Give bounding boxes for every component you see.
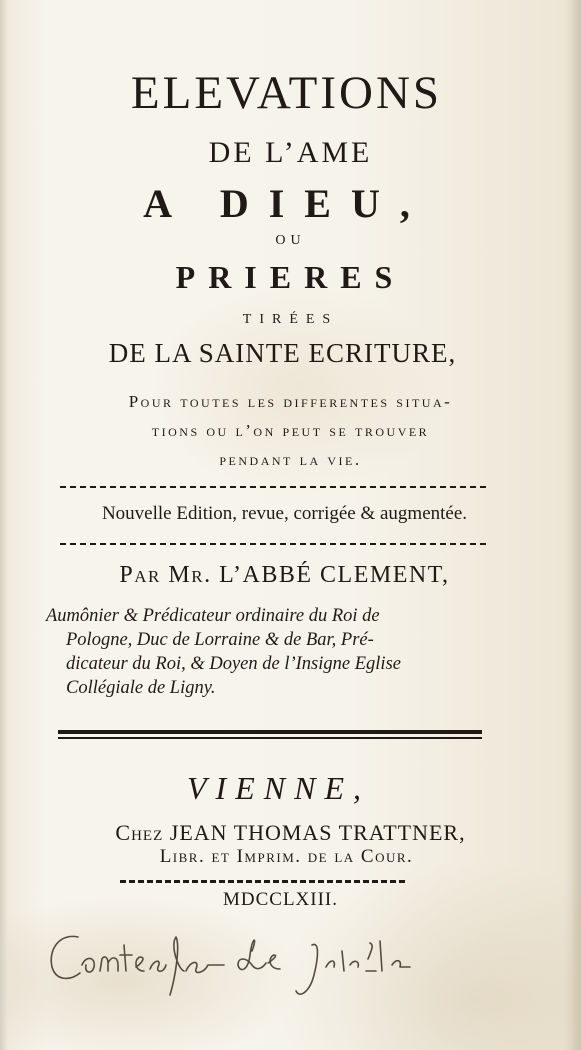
title-line-3: A DIEU, bbox=[143, 181, 430, 226]
subtitle-line-2: tions ou l’on peut se trouver bbox=[151, 421, 430, 440]
author-description-line: Pologne, Duc de Lorraine & de Bar, Pré- bbox=[66, 630, 374, 650]
signature-stroke bbox=[170, 937, 184, 995]
signature-stroke bbox=[136, 957, 144, 971]
author-description-line: dicateur du Roi, & Doyen de l’Insigne Eglise bbox=[66, 654, 401, 674]
title-line-1: ELEVATIONS bbox=[130, 67, 443, 119]
handwritten-signature bbox=[30, 915, 450, 1005]
signature-stroke bbox=[326, 961, 334, 967]
imprint-publisher: Chez JEAN THOMAS TRATTNER, bbox=[115, 820, 466, 845]
title-line-6: DE LA SAINTE ECRITURE, bbox=[108, 338, 457, 368]
signature-stroke bbox=[296, 944, 318, 994]
title-line-4: PRIERES bbox=[175, 259, 406, 295]
signature-stroke bbox=[100, 957, 118, 971]
imprint-city: VIENNE, bbox=[187, 770, 370, 806]
subtitle-line-3: pendant la vie. bbox=[219, 450, 362, 469]
signature-stroke bbox=[268, 955, 280, 969]
author-line: Par Mr. L’ABBÉ CLEMENT, bbox=[119, 562, 450, 588]
author-description-line: Collégiale de Ligny. bbox=[66, 678, 216, 698]
signature-stroke bbox=[392, 961, 410, 967]
signature-stroke bbox=[342, 951, 358, 971]
title-line-5: TIRÉES bbox=[242, 312, 339, 327]
signature-stroke bbox=[186, 962, 224, 972]
signature-stroke bbox=[366, 941, 382, 971]
title-connector: OU bbox=[275, 233, 306, 248]
double-rule-thin bbox=[58, 737, 482, 739]
double-rule-thick bbox=[58, 730, 482, 734]
divider-rule bbox=[60, 486, 486, 488]
imprint-year: MDCCLXIII. bbox=[222, 889, 339, 910]
signature-stroke bbox=[82, 958, 94, 972]
edition-note: Nouvelle Edition, revue, corrigée & augmentée. bbox=[101, 503, 468, 524]
signature-stroke bbox=[150, 961, 166, 971]
signature-stroke bbox=[238, 940, 266, 969]
divider-rule bbox=[60, 543, 486, 545]
divider-rule bbox=[120, 880, 405, 883]
author-description-line: Aumônier & Prédicateur ordinaire du Roi de bbox=[46, 606, 380, 626]
author-description bbox=[46, 604, 496, 700]
imprint-role: Libr. et Imprim. de la Cour. bbox=[159, 846, 414, 867]
signature-stroke bbox=[120, 945, 132, 971]
title-line-2: DE L’AME bbox=[208, 136, 373, 169]
subtitle-line-1: Pour toutes les differentes situa- bbox=[128, 392, 453, 411]
signature-stroke bbox=[51, 936, 80, 978]
